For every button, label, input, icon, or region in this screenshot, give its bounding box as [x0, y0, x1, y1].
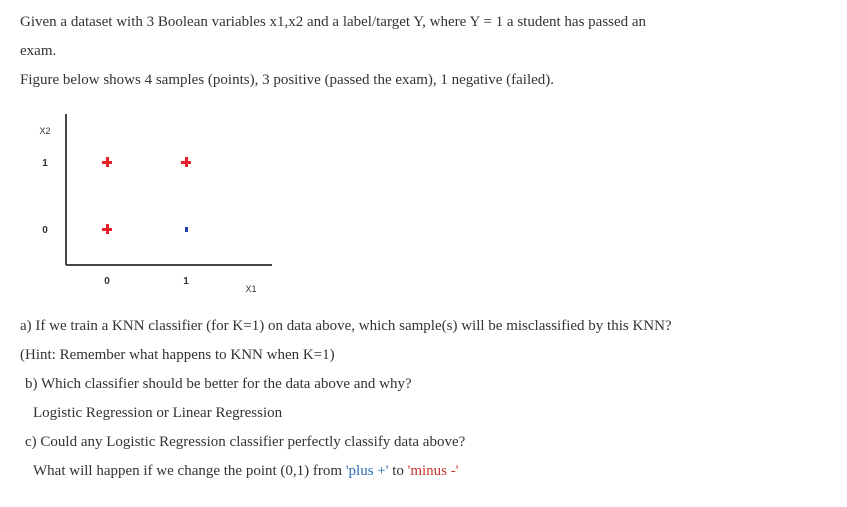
plus-marker-vertical — [185, 157, 188, 167]
y-tick-label: 1 — [42, 158, 48, 169]
plus-marker-vertical — [106, 157, 109, 167]
question-c-followup-mid: to — [388, 463, 408, 479]
y-axis-label: X2 — [39, 126, 51, 136]
plus-point — [102, 224, 112, 234]
minus-label: 'minus -' — [407, 463, 459, 479]
question-a-hint: (Hint: Remember what happens to KNN when K=1) — [20, 347, 335, 363]
intro-line-3: Figure below shows 4 samples (points), 3 positive (passed the exam), 1 negative (failed). — [20, 72, 555, 88]
plus-point — [102, 157, 112, 167]
y-tick-label: 0 — [42, 225, 48, 236]
intro-line-2: exam. — [20, 43, 57, 59]
question-c: c) Could any Logistic Regression classifier perfectly classify data above? — [25, 434, 466, 450]
x-tick-label: 0 — [104, 276, 110, 287]
x-tick-label: 1 — [183, 276, 189, 287]
question-a: a) If we train a KNN classifier (for K=1) on data above, which sample(s) will be misclassified by this KNN? — [20, 318, 672, 334]
minus-marker — [185, 227, 188, 232]
question-c-followup — [33, 462, 458, 480]
question-b-options: Logistic Regression or Linear Regression — [33, 405, 283, 421]
plus-label: 'plus +' — [345, 463, 389, 479]
minus-point — [185, 227, 188, 232]
question-b: b) Which classifier should be better for the data above and why? — [25, 376, 412, 392]
intro-line-1: Given a dataset with 3 Boolean variables x1,x2 and a label/target Y, where Y = 1 a student has passed an — [20, 14, 647, 30]
x-axis-label: X1 — [245, 284, 257, 294]
plus-point — [181, 157, 191, 167]
question-c-followup-prefix: What will happen if we change the point (0,1) from — [33, 463, 346, 479]
plus-marker-vertical — [106, 224, 109, 234]
